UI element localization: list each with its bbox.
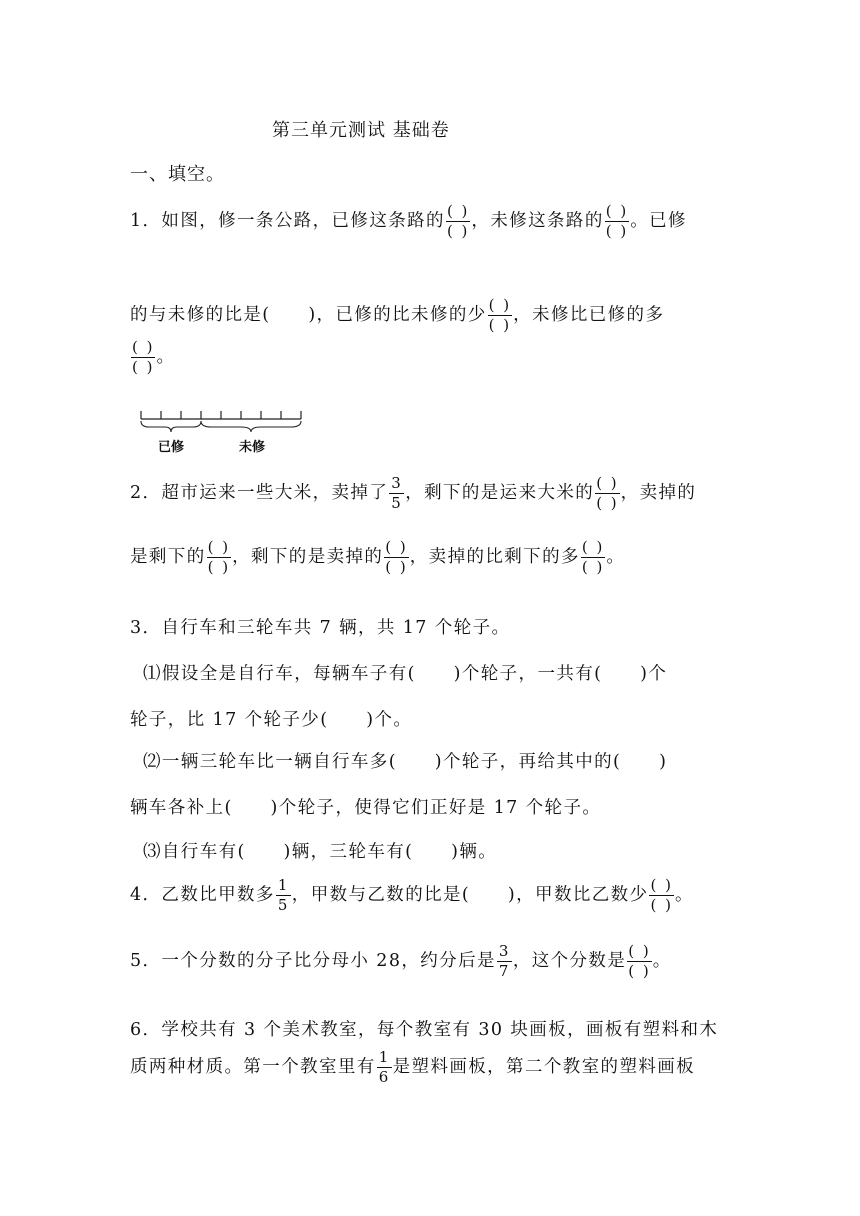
q2-text: ，剩下的是卖掉的: [232, 547, 384, 567]
q3-part3: ⑶自行车有( )辆，三轮车有( )辆。: [143, 842, 498, 862]
q3-part2-line2: 辆车各补上( )个轮子，使得它们正好是 17 个轮子。: [130, 798, 602, 818]
blank-fraction[interactable]: $\frac{( )}{( )}$: [488, 296, 512, 334]
road-diagram: [131, 406, 311, 460]
q4-text: 。: [674, 885, 694, 905]
q3-stem: 3．自行车和三轮车共 7 辆，共 17 个轮子。: [130, 618, 511, 638]
blank-fraction[interactable]: $\frac{( )}{( )}$: [628, 942, 651, 980]
q4-text: 4．乙数比甲数多: [130, 885, 275, 905]
q2-text: 2．超市运来一些大米，卖掉了: [130, 483, 389, 503]
blank-fraction[interactable]: $\frac{( )}{( )}$: [132, 338, 155, 376]
blank-fraction[interactable]: $\frac{( )}{( )}$: [596, 474, 619, 512]
q1-text: ，未修比已修的多: [513, 305, 665, 325]
q6-line2: [130, 1050, 730, 1085]
section-heading: 一、填空。: [130, 164, 225, 185]
q2-text: 。: [606, 547, 626, 567]
q3-part1-line2: 轮子，比 17 个轮子少( )个。: [130, 710, 413, 730]
blank-fraction[interactable]: $\frac{( )}{( )}$: [446, 202, 470, 240]
q6-line1: 6．学校共有 3 个美术教室，每个教室有 30 块画板，画板有塑料和木: [130, 1020, 719, 1040]
blank-fraction[interactable]: $\frac{( )}{( )}$: [581, 538, 605, 576]
given-fraction: $\frac{1}{5}$: [277, 876, 289, 914]
given-fraction: $\frac{3}{5}$: [391, 474, 403, 512]
q2-line2: [130, 540, 730, 575]
label-todo: 未修: [239, 440, 266, 455]
q1-text: ，未修这条路的: [471, 211, 604, 231]
page-title: 第三单元测试 基础卷: [272, 120, 450, 141]
q2-text: ，卖掉的比剩下的多: [409, 547, 580, 567]
blank-fraction[interactable]: $\frac{( )}{( )}$: [385, 538, 408, 576]
q5-text: 5．一个分数的分子比分母小 28，约分后是: [130, 951, 496, 971]
q3-part1-line1: ⑴假设全是自行车，每辆车子有( )个轮子，一共有( )个: [143, 664, 668, 684]
q2-line1: [130, 476, 730, 511]
q6-text: 是塑料画板，第二个教室的塑料画板: [392, 1057, 696, 1077]
q5-line: [130, 944, 730, 979]
q2-text: ，卖掉的: [620, 483, 697, 503]
q1-line3: [130, 340, 730, 375]
blank-fraction[interactable]: $\frac{( )}{( )}$: [605, 202, 629, 240]
label-done: 已修: [158, 440, 185, 455]
q5-text: 。: [652, 951, 672, 971]
q1-text: 的与未修的比是( )，已修的比未修的少: [130, 305, 487, 325]
q6-text: 质两种材质。第一个教室里有: [130, 1057, 376, 1077]
q2-text: ，剩下的是运来大米的: [405, 483, 595, 503]
q1-text: 。已修: [630, 211, 687, 231]
q1-line1: [130, 204, 730, 239]
road-segments: [131, 406, 311, 436]
q4-text: ，甲数与乙数的比是( )，甲数比乙数少: [291, 885, 649, 905]
q4-line: [130, 878, 730, 913]
given-fraction: $\frac{3}{7}$: [498, 942, 510, 980]
q3-part2-line1: ⑵一辆三轮车比一辆自行车多( )个轮子，再给其中的( ): [143, 752, 668, 772]
given-fraction: $\frac{1}{6}$: [378, 1048, 390, 1086]
q5-text: ，这个分数是: [512, 951, 627, 971]
q1-text: 1．如图，修一条公路，已修这条路的: [130, 211, 445, 231]
q1-line2: [130, 298, 730, 333]
blank-fraction[interactable]: $\frac{( )}{( )}$: [207, 538, 231, 576]
blank-fraction[interactable]: $\frac{( )}{( )}$: [650, 876, 673, 914]
q1-text: 。: [156, 347, 176, 367]
q2-text: 是剩下的: [130, 547, 206, 567]
